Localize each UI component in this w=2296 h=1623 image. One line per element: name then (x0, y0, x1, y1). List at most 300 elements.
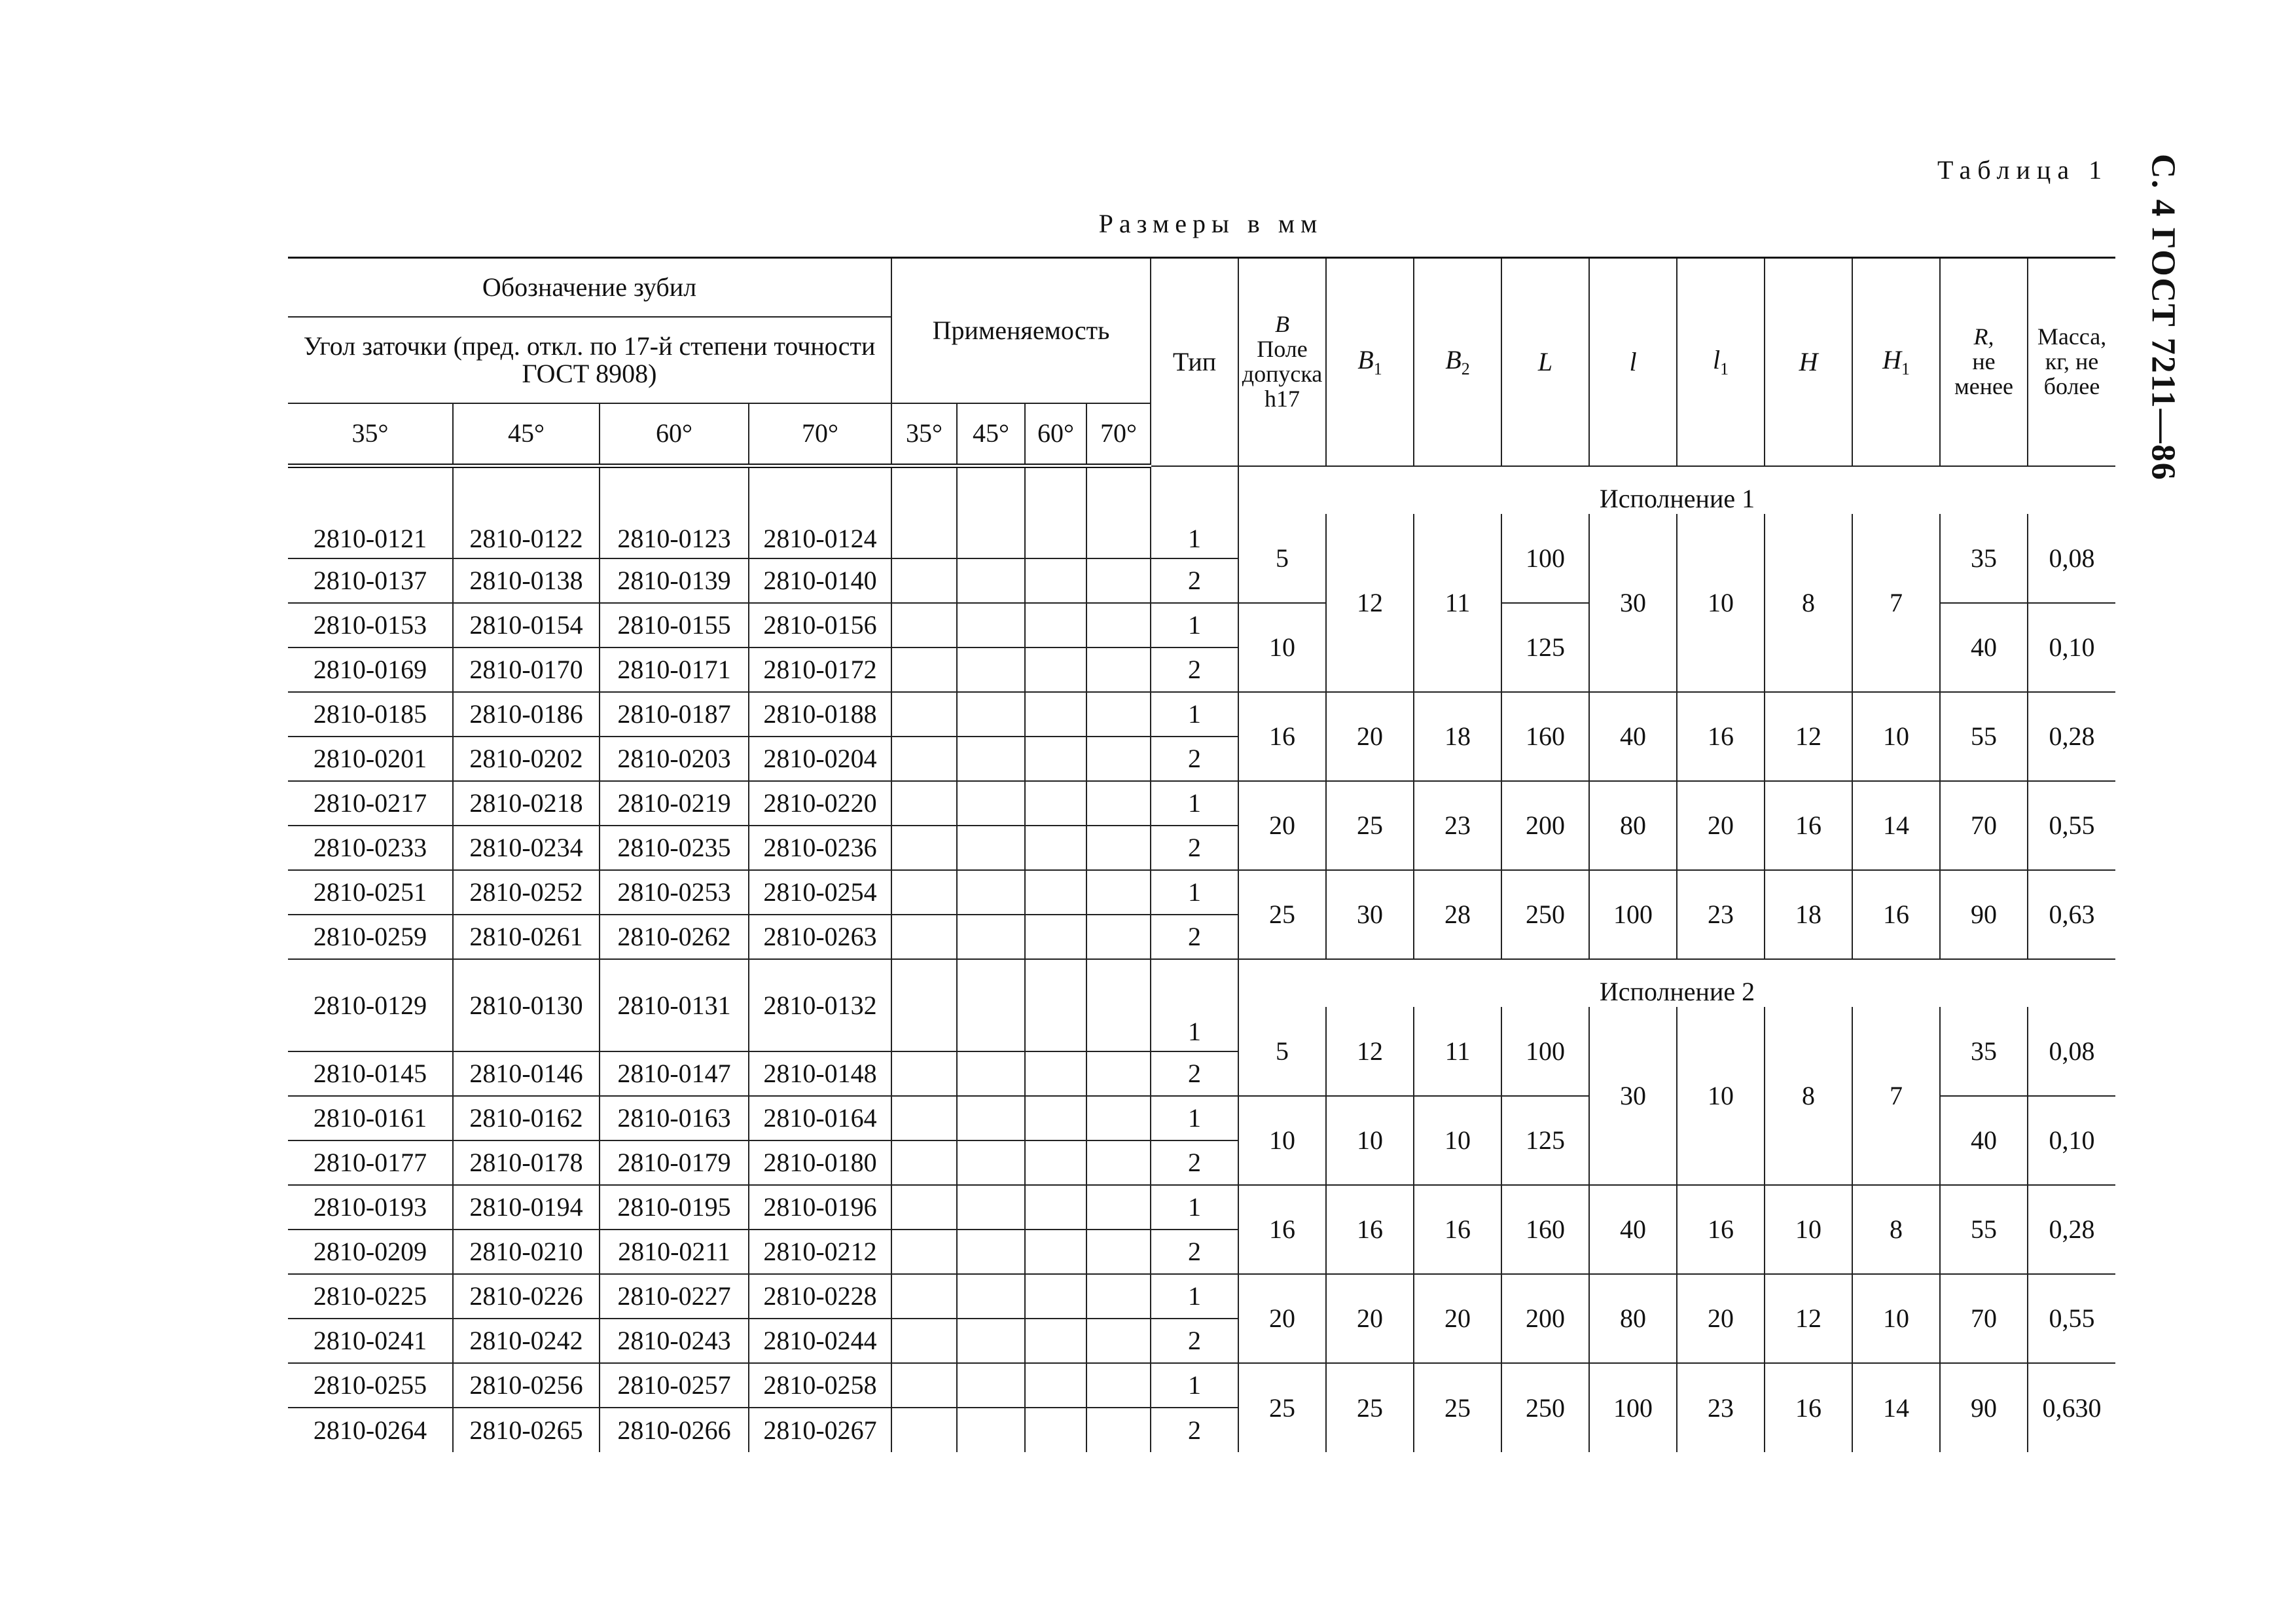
code-cell: 2810-0131 (600, 959, 749, 1051)
app-60-header: 60° (1025, 403, 1086, 466)
code-cell: 2810-0258 (749, 1363, 891, 1408)
code-cell: 2810-0154 (453, 603, 600, 647)
H-cell: 12 (1765, 692, 1852, 781)
code-cell: 2810-0121 (288, 466, 453, 558)
code-cell: 2810-0217 (288, 781, 453, 826)
code-cell: 2810-0202 (453, 737, 600, 781)
applicability-cell (957, 1408, 1025, 1452)
applicability-cell (891, 1230, 957, 1274)
code-cell: 2810-0130 (453, 959, 600, 1051)
applicability-cell (891, 1185, 957, 1230)
code-cell: 2810-0169 (288, 647, 453, 692)
B-cell: 16 (1238, 1185, 1326, 1274)
B2-cell: 16 (1414, 1185, 1501, 1274)
type-cell: 2 (1151, 1140, 1238, 1185)
l1-cell: 20 (1677, 781, 1765, 870)
B1-cell: 25 (1326, 1363, 1414, 1452)
type-cell: 2 (1151, 558, 1238, 603)
code-cell: 2810-0171 (600, 647, 749, 692)
code-cell: 2810-0267 (749, 1408, 891, 1452)
applicability-cell (1086, 1230, 1151, 1274)
applicability-cell (1025, 603, 1086, 647)
applicability-cell (1086, 1319, 1151, 1363)
L-cell: 160 (1501, 1185, 1589, 1274)
applicability-cell (1025, 826, 1086, 870)
mass-cell: 0,55 (2028, 1274, 2115, 1363)
R-cell: 55 (1940, 692, 2028, 781)
type-cell: 2 (1151, 1051, 1238, 1096)
H-cell: 16 (1765, 1363, 1852, 1452)
code-cell: 2810-0210 (453, 1230, 600, 1274)
H-cell: 16 (1765, 781, 1852, 870)
mass-cell: 0,10 (2028, 1096, 2115, 1185)
angle-header: Угол заточки (пред. откл. по 17-й степени точности ГОСТ 8908) (288, 317, 891, 403)
l-cell: 100 (1589, 1363, 1677, 1452)
applicability-cell (891, 1140, 957, 1185)
applicability-cell (957, 826, 1025, 870)
B-cell: 25 (1238, 1363, 1326, 1452)
code-cell: 2810-0161 (288, 1096, 453, 1140)
code-cell: 2810-0263 (749, 915, 891, 959)
code-cell: 2810-0123 (600, 466, 749, 558)
code-cell: 2810-0218 (453, 781, 600, 826)
code-cell: 2810-0193 (288, 1185, 453, 1230)
applicability-cell (891, 647, 957, 692)
applicability-cell (891, 1274, 957, 1319)
H1-header (1852, 258, 1940, 466)
applicability-cell (891, 558, 957, 603)
applicability-cell (1086, 959, 1151, 1051)
code-cell: 2810-0146 (453, 1051, 600, 1096)
mass-cell: 0,63 (2028, 870, 2115, 959)
mass-cell: 0,28 (2028, 1185, 2115, 1274)
code-cell: 2810-0256 (453, 1363, 600, 1408)
code-cell: 2810-0235 (600, 826, 749, 870)
applicability-cell (891, 466, 957, 558)
l1-cell: 16 (1677, 692, 1765, 781)
applicability-cell (1025, 1185, 1086, 1230)
type-cell: 1 (1151, 870, 1238, 915)
code-cell: 2810-0252 (453, 870, 600, 915)
code-cell: 2810-0156 (749, 603, 891, 647)
H1-cell: 14 (1852, 1363, 1940, 1452)
type-cell: 1 (1151, 1274, 1238, 1319)
code-cell: 2810-0194 (453, 1185, 600, 1230)
applicability-cell (1086, 1408, 1151, 1452)
app-35-header: 35° (891, 403, 957, 466)
b-header (1238, 258, 1326, 466)
L-cell: 100 (1501, 514, 1589, 603)
applicability-cell (1025, 1051, 1086, 1096)
mass-cell: 0,55 (2028, 781, 2115, 870)
B1-cell: 20 (1326, 1274, 1414, 1363)
code-cell: 2810-0243 (600, 1319, 749, 1363)
applicability-cell (1086, 603, 1151, 647)
table-row (288, 692, 2115, 737)
B1-cell: 12 (1326, 1007, 1414, 1096)
b2-letter: B (1445, 344, 1462, 374)
type-cell: 1 (1151, 692, 1238, 737)
code-cell: 2810-0233 (288, 826, 453, 870)
code-cell: 2810-0254 (749, 870, 891, 915)
code-cell: 2810-0201 (288, 737, 453, 781)
L-cell: 250 (1501, 1363, 1589, 1452)
code-cell: 2810-0145 (288, 1051, 453, 1096)
B2-cell: 28 (1414, 870, 1501, 959)
l-cell: 100 (1589, 870, 1677, 959)
code-cell: 2810-0138 (453, 558, 600, 603)
section-title: Исполнение 2 (1238, 959, 2115, 1007)
table-row (288, 781, 2115, 826)
B1-cell: 30 (1326, 870, 1414, 959)
applicability-cell (891, 1319, 957, 1363)
applicability-cell (957, 959, 1025, 1051)
B-cell: 20 (1238, 1274, 1326, 1363)
type-cell: 2 (1151, 1319, 1238, 1363)
H-cell: 12 (1765, 1274, 1852, 1363)
l1-cell: 20 (1677, 1274, 1765, 1363)
l1-cell: 23 (1677, 870, 1765, 959)
applicability-cell (1086, 781, 1151, 826)
code-cell: 2810-0251 (288, 870, 453, 915)
applicability-cell (957, 692, 1025, 737)
applicability-cell (957, 1319, 1025, 1363)
l-cell: 40 (1589, 1185, 1677, 1274)
l-header: l (1589, 258, 1677, 466)
side-title-text: С. 4 ГОСТ 7211—86 (2144, 154, 2182, 481)
applicability-cell (891, 692, 957, 737)
R-cell: 70 (1940, 1274, 2028, 1363)
B-cell: 20 (1238, 781, 1326, 870)
type-cell: 1 (1151, 1363, 1238, 1408)
type-cell: 2 (1151, 826, 1238, 870)
applicability-cell (1086, 1140, 1151, 1185)
app-45-header: 45° (957, 403, 1025, 466)
code-cell: 2810-0164 (749, 1096, 891, 1140)
table-row (288, 1185, 2115, 1230)
units-caption: Размеры в мм (1098, 209, 1323, 238)
applicability-cell (957, 603, 1025, 647)
L-header: L (1501, 258, 1589, 466)
type-cell: 1 (1151, 1185, 1238, 1230)
L-cell: 100 (1501, 1007, 1589, 1096)
R-cell: 40 (1940, 1096, 2028, 1185)
applicability-cell (891, 1051, 957, 1096)
applicability-cell (1086, 1185, 1151, 1230)
l-cell: 30 (1589, 514, 1677, 692)
applicability-cell (957, 1140, 1025, 1185)
applicability-cell (1025, 915, 1086, 959)
applicability-cell (1086, 870, 1151, 915)
code-cell: 2810-0209 (288, 1230, 453, 1274)
applicability-cell (957, 1185, 1025, 1230)
R-cell: 90 (1940, 1363, 2028, 1452)
B-cell: 5 (1238, 1007, 1326, 1096)
H1-cell: 10 (1852, 692, 1940, 781)
applicability-cell (1025, 1363, 1086, 1408)
H1-cell: 10 (1852, 1274, 1940, 1363)
applicability-cell (1025, 1230, 1086, 1274)
applicability-cell (1025, 558, 1086, 603)
code-cell: 2810-0219 (600, 781, 749, 826)
H1-cell: 14 (1852, 781, 1940, 870)
code-cell: 2810-0196 (749, 1185, 891, 1230)
B2-cell: 10 (1414, 1096, 1501, 1185)
code-cell: 2810-0155 (600, 603, 749, 647)
code-cell: 2810-0178 (453, 1140, 600, 1185)
code-cell: 2810-0234 (453, 826, 600, 870)
type-cell: 2 (1151, 915, 1238, 959)
l1-letter: l (1712, 344, 1721, 374)
code-cell: 2810-0140 (749, 558, 891, 603)
B-cell: 10 (1238, 1096, 1326, 1185)
l-cell: 80 (1589, 1274, 1677, 1363)
code-cell: 2810-0122 (453, 466, 600, 558)
applicability-cell (1086, 692, 1151, 737)
code-cell: 2810-0253 (600, 870, 749, 915)
l-cell: 30 (1589, 1007, 1677, 1185)
mass-cell: 0,28 (2028, 692, 2115, 781)
side-title (2137, 154, 2189, 481)
code-cell: 2810-0186 (453, 692, 600, 737)
B-cell: 10 (1238, 603, 1326, 692)
H-cell: 10 (1765, 1185, 1852, 1274)
applicability-cell (957, 1096, 1025, 1140)
L-cell: 160 (1501, 692, 1589, 781)
applicability-cell (957, 1230, 1025, 1274)
R-cell: 55 (1940, 1185, 2028, 1274)
code-cell: 2810-0244 (749, 1319, 891, 1363)
applicability-cell (1086, 1363, 1151, 1408)
type-cell: 2 (1151, 737, 1238, 781)
code-cell: 2810-0262 (600, 915, 749, 959)
type-cell: 1 (1151, 959, 1238, 1051)
applicability-cell (891, 959, 957, 1051)
designation-header: Обозначение зубил (288, 258, 891, 317)
B2-cell: 25 (1414, 1363, 1501, 1452)
applicability-cell (1086, 466, 1151, 558)
L-cell: 200 (1501, 1274, 1589, 1363)
applicability-cell (1025, 737, 1086, 781)
applicability-cell (1086, 558, 1151, 603)
applicability-cell (891, 737, 957, 781)
applicability-cell (891, 915, 957, 959)
applicability-header: Применяемость (891, 258, 1151, 403)
table-row (288, 1274, 2115, 1319)
H-cell: 8 (1765, 1007, 1852, 1185)
code-cell: 2810-0162 (453, 1096, 600, 1140)
H-header: H (1765, 258, 1852, 466)
applicability-cell (1086, 1274, 1151, 1319)
applicability-cell (957, 1363, 1025, 1408)
R-cell: 40 (1940, 603, 2028, 692)
angle-35-header: 35° (288, 403, 453, 466)
B-cell: 16 (1238, 692, 1326, 781)
B2-cell: 23 (1414, 781, 1501, 870)
type-header: Тип (1151, 258, 1238, 466)
H1-cell: 7 (1852, 514, 1940, 692)
applicability-cell (957, 1051, 1025, 1096)
R-header (1940, 258, 2028, 466)
applicability-cell (891, 1096, 957, 1140)
B2-cell: 11 (1414, 514, 1501, 692)
code-cell: 2810-0172 (749, 647, 891, 692)
code-cell: 2810-0148 (749, 1051, 891, 1096)
code-cell: 2810-0137 (288, 558, 453, 603)
applicability-cell (1086, 915, 1151, 959)
type-cell: 2 (1151, 1408, 1238, 1452)
applicability-cell (1025, 647, 1086, 692)
code-cell: 2810-0265 (453, 1408, 600, 1452)
code-cell: 2810-0212 (749, 1230, 891, 1274)
l1-cell: 10 (1677, 514, 1765, 692)
applicability-cell (1025, 781, 1086, 826)
code-cell: 2810-0179 (600, 1140, 749, 1185)
B2-cell: 20 (1414, 1274, 1501, 1363)
b-tolerance-text: Поле допуска h17 (1242, 335, 1323, 412)
code-cell: 2810-0204 (749, 737, 891, 781)
l1-cell: 10 (1677, 1007, 1765, 1185)
l1-cell: 23 (1677, 1363, 1765, 1452)
B1-cell: 12 (1326, 514, 1414, 692)
code-cell: 2810-0139 (600, 558, 749, 603)
code-cell: 2810-0180 (749, 1140, 891, 1185)
type-cell: 1 (1151, 781, 1238, 826)
L-cell: 125 (1501, 1096, 1589, 1185)
chisel-dimensions-table (288, 257, 2115, 1452)
code-cell: 2810-0163 (600, 1096, 749, 1140)
B1-cell: 10 (1326, 1096, 1414, 1185)
code-cell: 2810-0255 (288, 1363, 453, 1408)
applicability-cell (891, 1363, 957, 1408)
section-title: Исполнение 1 (1238, 466, 2115, 514)
l1-cell: 16 (1677, 1185, 1765, 1274)
B1-cell: 16 (1326, 1185, 1414, 1274)
applicability-cell (957, 870, 1025, 915)
L-cell: 200 (1501, 781, 1589, 870)
type-cell: 1 (1151, 1096, 1238, 1140)
R-cell: 35 (1940, 514, 2028, 603)
applicability-cell (1086, 1096, 1151, 1140)
angle-70-header: 70° (749, 403, 891, 466)
B2-cell: 11 (1414, 1007, 1501, 1096)
applicability-cell (1025, 959, 1086, 1051)
code-cell: 2810-0236 (749, 826, 891, 870)
B1-cell: 25 (1326, 781, 1414, 870)
code-cell: 2810-0257 (600, 1363, 749, 1408)
applicability-cell (1025, 466, 1086, 558)
code-cell: 2810-0211 (600, 1230, 749, 1274)
applicability-cell (891, 781, 957, 826)
applicability-cell (957, 1274, 1025, 1319)
applicability-cell (957, 781, 1025, 826)
code-cell: 2810-0227 (600, 1274, 749, 1319)
code-cell: 2810-0220 (749, 781, 891, 826)
code-cell: 2810-0203 (600, 737, 749, 781)
mass-cell: 0,10 (2028, 603, 2115, 692)
table-row (288, 959, 2115, 1007)
mass-cell: 0,08 (2028, 1007, 2115, 1096)
applicability-cell (891, 1408, 957, 1452)
applicability-cell (957, 466, 1025, 558)
code-cell: 2810-0241 (288, 1319, 453, 1363)
code-cell: 2810-0132 (749, 959, 891, 1051)
type-cell: 1 (1151, 466, 1238, 558)
code-cell: 2810-0129 (288, 959, 453, 1051)
code-cell: 2810-0185 (288, 692, 453, 737)
applicability-cell (1086, 826, 1151, 870)
table-row (288, 466, 2115, 514)
applicability-cell (1025, 1096, 1086, 1140)
applicability-cell (1025, 1140, 1086, 1185)
H-cell: 18 (1765, 870, 1852, 959)
B-cell: 25 (1238, 870, 1326, 959)
l-cell: 40 (1589, 692, 1677, 781)
l1-sub: 1 (1720, 359, 1729, 378)
R-letter: R, (1973, 323, 1994, 350)
R-cell: 90 (1940, 870, 2028, 959)
H1-sub: 1 (1901, 359, 1910, 378)
applicability-cell (1086, 1051, 1151, 1096)
code-cell: 2810-0261 (453, 915, 600, 959)
applicability-cell (1086, 737, 1151, 781)
applicability-cell (1025, 870, 1086, 915)
applicability-cell (891, 826, 957, 870)
code-cell: 2810-0170 (453, 647, 600, 692)
applicability-cell (1025, 1408, 1086, 1452)
R-text: не менее (1954, 348, 2013, 399)
l1-header (1677, 258, 1765, 466)
app-70-header: 70° (1086, 403, 1151, 466)
type-cell: 2 (1151, 1230, 1238, 1274)
mass-header: Масса, кг, не более (2028, 258, 2115, 466)
angle-45-header: 45° (453, 403, 600, 466)
b1-sub: 1 (1373, 359, 1382, 378)
code-cell: 2810-0228 (749, 1274, 891, 1319)
angle-60-header: 60° (600, 403, 749, 466)
R-cell: 70 (1940, 781, 2028, 870)
code-cell: 2810-0259 (288, 915, 453, 959)
applicability-cell (1086, 647, 1151, 692)
mass-cell: 0,630 (2028, 1363, 2115, 1452)
L-cell: 250 (1501, 870, 1589, 959)
applicability-cell (1025, 1274, 1086, 1319)
b2-sub: 2 (1461, 359, 1470, 378)
applicability-cell (957, 647, 1025, 692)
code-cell: 2810-0242 (453, 1319, 600, 1363)
b1-header (1326, 258, 1414, 466)
type-cell: 1 (1151, 603, 1238, 647)
applicability-cell (957, 737, 1025, 781)
applicability-cell (891, 870, 957, 915)
table-row (288, 1363, 2115, 1408)
code-cell: 2810-0226 (453, 1274, 600, 1319)
L-cell: 125 (1501, 603, 1589, 692)
applicability-cell (1025, 692, 1086, 737)
applicability-cell (957, 558, 1025, 603)
code-cell: 2810-0153 (288, 603, 453, 647)
H1-cell: 7 (1852, 1007, 1940, 1185)
table-row (288, 870, 2115, 915)
B2-cell: 18 (1414, 692, 1501, 781)
B-cell: 5 (1238, 514, 1326, 603)
B1-cell: 20 (1326, 692, 1414, 781)
b1-letter: B (1357, 344, 1374, 374)
code-cell: 2810-0266 (600, 1408, 749, 1452)
type-cell: 2 (1151, 647, 1238, 692)
R-cell: 35 (1940, 1007, 2028, 1096)
mass-cell: 0,08 (2028, 514, 2115, 603)
